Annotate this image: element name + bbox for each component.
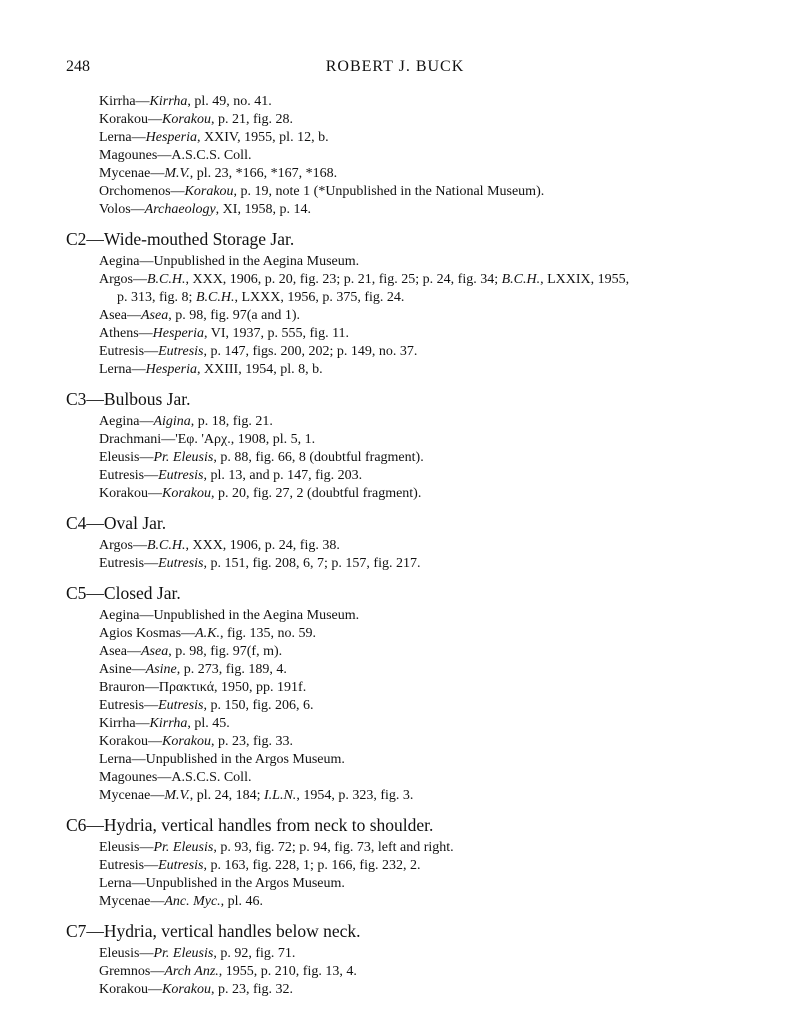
publication-title: Korakou <box>162 112 211 127</box>
dash: — <box>139 414 154 429</box>
catalogue-entry <box>99 183 736 201</box>
reference-text: Πρακτικά, 1950, pp. 191f. <box>158 680 307 695</box>
catalogue-entry <box>99 111 736 129</box>
site-name: Kirrha <box>99 94 136 109</box>
reference-detail: , p. 93, fig. 72; p. 94, fig. 73, left and right. <box>213 840 454 855</box>
publication-title: M.V. <box>164 166 190 181</box>
dash: — <box>135 94 150 109</box>
catalogue-entry <box>99 307 736 325</box>
running-head <box>66 58 724 80</box>
publication-title: I.L.N. <box>264 788 297 803</box>
catalogue-entry <box>99 857 736 875</box>
publication-title: Pr. Eleusis <box>153 840 214 855</box>
section-entries <box>66 945 736 999</box>
reference-text: A.S.C.S. Coll. <box>171 770 252 785</box>
publication-title: B.C.H. <box>146 272 186 287</box>
catalogue-entry <box>99 981 736 999</box>
running-title: ROBERT J. BUCK <box>325 58 465 75</box>
site-name: Asea <box>99 644 127 659</box>
reference-detail: , pl. 24, 184; <box>189 788 265 803</box>
reference-detail: , p. 20, fig. 27, 2 (doubtful fragment). <box>211 486 422 501</box>
dash: — <box>131 662 146 677</box>
reference-detail: , p. 21, fig. 28. <box>211 112 294 127</box>
page-number: 248 <box>66 58 90 75</box>
reference-detail: , p. 163, fig. 228, 1; p. 166, fig. 232, 2. <box>203 858 421 873</box>
section-entries <box>66 253 736 379</box>
dash: — <box>130 202 145 217</box>
dash: — <box>139 608 154 623</box>
publication-title: Asea <box>141 308 169 323</box>
site-name: Aegina <box>99 254 140 269</box>
catalogue-entry <box>99 555 736 573</box>
reference-detail: , VI, 1937, p. 555, fig. 11. <box>204 326 350 341</box>
site-name: Magounes <box>99 148 158 163</box>
reference-detail: , 1955, p. 210, fig. 13, 4. <box>218 964 357 979</box>
dash: — <box>150 964 165 979</box>
catalogue-entry <box>99 325 736 343</box>
section-heading: C6—Hydria, vertical handles from neck to shoulder. <box>66 815 434 835</box>
section-entries <box>66 413 736 503</box>
site-name: Lerna <box>99 130 132 145</box>
dash: — <box>148 486 162 501</box>
reference-text: 'Εφ. 'Αρχ., 1908, pl. 5, 1. <box>175 432 316 447</box>
site-name: Eutresis <box>99 858 145 873</box>
reference-detail: , p. 273, fig. 189, 4. <box>176 662 287 677</box>
dash: — <box>170 184 185 199</box>
site-name: Kirrha <box>99 716 136 731</box>
dash: — <box>144 468 159 483</box>
site-name: Magounes <box>99 770 158 785</box>
catalogue-entry <box>99 607 736 625</box>
publication-title: Hesperia <box>152 326 204 341</box>
publication-title: Korakou <box>184 184 234 199</box>
reference-detail: , LXXX, 1956, p. 375, fig. 24. <box>234 290 405 305</box>
site-name: Agios Kosmas <box>99 626 182 641</box>
reference-detail: , p. 98, fig. 97(f, m). <box>168 644 283 659</box>
dash: — <box>148 112 162 127</box>
publication-title: Kirrha <box>149 716 188 731</box>
site-name: Mycenae <box>99 894 151 909</box>
publication-title: B.C.H. <box>501 272 541 287</box>
section-entries <box>66 839 736 911</box>
site-name: Eleusis <box>99 840 140 855</box>
catalogue-entry <box>99 643 736 661</box>
reference-detail: , XI, 1958, p. 14. <box>215 202 311 217</box>
site-name: Korakou <box>99 734 148 749</box>
reference-detail: , p. 18, fig. 21. <box>190 414 273 429</box>
publication-title: B.C.H. <box>195 290 235 305</box>
reference-detail: , pl. 45. <box>187 716 230 731</box>
catalogue-entry <box>99 271 736 289</box>
reference-text: Unpublished in the Argos Museum. <box>145 752 345 767</box>
reference-detail: , p. 98, fig. 97(a and 1). <box>168 308 301 323</box>
catalogue-entry <box>99 787 736 805</box>
reference-detail: , XXIV, 1955, pl. 12, b. <box>196 130 329 145</box>
section-heading: C3—Bulbous Jar. <box>66 389 191 409</box>
site-name: Brauron <box>99 680 145 695</box>
reference-text: Unpublished in the Aegina Museum. <box>153 254 360 269</box>
dash: — <box>157 148 172 163</box>
site-name: Korakou <box>99 112 148 127</box>
catalogue-entry <box>99 661 736 679</box>
dash: — <box>150 788 165 803</box>
publication-title: Eutresis <box>158 344 204 359</box>
publication-title: Arch Anz. <box>164 964 219 979</box>
sections <box>66 228 736 999</box>
dash: — <box>131 876 146 891</box>
catalogue-entry <box>99 893 736 911</box>
dash: — <box>138 326 153 341</box>
catalogue-entry <box>99 839 736 857</box>
reference-detail: , p. 150, fig. 206, 6. <box>203 698 314 713</box>
intro-entries <box>66 93 736 219</box>
reference-detail: , 1954, p. 323, fig. 3. <box>296 788 414 803</box>
type-section <box>66 582 736 805</box>
dash: — <box>144 556 159 571</box>
site-name: Gremnos <box>99 964 151 979</box>
section-entries <box>66 537 736 573</box>
catalogue-entry <box>99 165 736 183</box>
reference-text: Unpublished in the Argos Museum. <box>145 876 345 891</box>
site-name: Eutresis <box>99 556 145 571</box>
reference-detail: p. 313, fig. 8; <box>117 290 196 305</box>
dash: — <box>161 432 176 447</box>
site-name: Korakou <box>99 982 148 997</box>
catalogue-body <box>66 93 736 999</box>
publication-title: Korakou <box>162 486 211 501</box>
reference-detail: , XXX, 1906, p. 24, fig. 38. <box>185 538 340 553</box>
publication-title: Aigina <box>153 414 191 429</box>
site-name: Eutresis <box>99 468 145 483</box>
publication-title: Hesperia <box>145 362 197 377</box>
reference-detail: , XXIII, 1954, pl. 8, b. <box>196 362 323 377</box>
catalogue-entry-continuation <box>99 289 736 307</box>
reference-detail: , p. 151, fig. 208, 6, 7; p. 157, fig. 217. <box>203 556 421 571</box>
dash: — <box>144 858 159 873</box>
publication-title: Eutresis <box>158 698 204 713</box>
reference-detail: , p. 19, note 1 (*Unpublished in the National Museum). <box>233 184 545 199</box>
publication-title: Eutresis <box>158 468 204 483</box>
site-name: Aegina <box>99 608 140 623</box>
dash: — <box>150 166 165 181</box>
site-name: Lerna <box>99 362 132 377</box>
publication-title: Korakou <box>162 982 211 997</box>
type-section <box>66 512 736 573</box>
site-name: Eutresis <box>99 698 145 713</box>
site-name: Volos <box>99 202 131 217</box>
dash: — <box>132 538 147 553</box>
catalogue-entry <box>99 449 736 467</box>
reference-detail: , fig. 135, no. 59. <box>219 626 317 641</box>
dash: — <box>131 752 146 767</box>
catalogue-entry <box>99 769 736 787</box>
dash: — <box>148 734 162 749</box>
site-name: Aegina <box>99 414 140 429</box>
reference-text: A.S.C.S. Coll. <box>171 148 252 163</box>
section-heading: C4—Oval Jar. <box>66 513 167 533</box>
site-name: Eutresis <box>99 344 145 359</box>
publication-title: Korakou <box>162 734 211 749</box>
dash: — <box>157 770 172 785</box>
catalogue-entry <box>99 253 736 271</box>
reference-detail: , pl. 13, and p. 147, fig. 203. <box>203 468 363 483</box>
site-name: Asea <box>99 308 127 323</box>
dash: — <box>139 450 154 465</box>
catalogue-entry <box>99 679 736 697</box>
site-name: Mycenae <box>99 788 151 803</box>
reference-detail: , pl. 49, no. 41. <box>187 94 272 109</box>
publication-title: Eutresis <box>158 858 204 873</box>
dash: — <box>131 130 146 145</box>
site-name: Eleusis <box>99 946 140 961</box>
publication-title: Hesperia <box>145 130 197 145</box>
catalogue-entry <box>99 875 736 893</box>
type-section <box>66 228 736 379</box>
dash: — <box>127 644 141 659</box>
reference-detail: , p. 92, fig. 71. <box>213 946 296 961</box>
publication-title: Pr. Eleusis <box>153 946 214 961</box>
catalogue-entry <box>99 625 736 643</box>
reference-detail: , p. 23, fig. 33. <box>211 734 294 749</box>
catalogue-entry <box>99 147 736 165</box>
publication-title: Eutresis <box>158 556 204 571</box>
catalogue-entry <box>99 945 736 963</box>
type-section <box>66 814 736 911</box>
catalogue-entry <box>99 129 736 147</box>
publication-title: Asine <box>145 662 177 677</box>
reference-detail: , pl. 46. <box>220 894 264 909</box>
catalogue-entry <box>99 751 736 769</box>
dash: — <box>139 946 154 961</box>
publication-title: Anc. Myc. <box>164 894 221 909</box>
section-heading: C7—Hydria, vertical handles below neck. <box>66 921 361 941</box>
catalogue-entry <box>99 431 736 449</box>
dash: — <box>139 840 154 855</box>
catalogue-entry <box>99 733 736 751</box>
reference-detail: , p. 23, fig. 32. <box>211 982 294 997</box>
catalogue-entry <box>99 93 736 111</box>
site-name: Lerna <box>99 876 132 891</box>
dash: — <box>131 362 146 377</box>
dash: — <box>144 680 159 695</box>
section-heading: C2—Wide-mouthed Storage Jar. <box>66 229 295 249</box>
dash: — <box>139 254 154 269</box>
publication-title: B.C.H. <box>146 538 186 553</box>
type-section <box>66 388 736 503</box>
dash: — <box>127 308 141 323</box>
site-name: Mycenae <box>99 166 151 181</box>
site-name: Orchomenos <box>99 184 171 199</box>
catalogue-entry <box>99 963 736 981</box>
publication-title: M.V. <box>164 788 190 803</box>
dash: — <box>144 344 159 359</box>
reference-detail: , p. 147, figs. 200, 202; p. 149, no. 37. <box>203 344 418 359</box>
publication-title: A.K. <box>195 626 220 641</box>
site-name: Drachmani <box>99 432 162 447</box>
type-section <box>66 920 736 999</box>
site-name: Argos <box>99 272 133 287</box>
reference-text: Unpublished in the Aegina Museum. <box>153 608 360 623</box>
dash: — <box>144 698 159 713</box>
site-name: Asine <box>99 662 132 677</box>
site-name: Lerna <box>99 752 132 767</box>
reference-detail: , LXXIX, 1955, <box>540 272 630 287</box>
catalogue-entry <box>99 485 736 503</box>
catalogue-entry <box>99 537 736 555</box>
catalogue-entry <box>99 467 736 485</box>
dash: — <box>150 894 165 909</box>
site-name: Athens <box>99 326 139 341</box>
section-entries <box>66 607 736 805</box>
site-name: Eleusis <box>99 450 140 465</box>
catalogue-entry <box>99 201 736 219</box>
section-heading: C5—Closed Jar. <box>66 583 181 603</box>
catalogue-entry <box>99 361 736 379</box>
catalogue-entry <box>99 343 736 361</box>
publication-title: Archaeology <box>144 202 216 217</box>
site-name: Korakou <box>99 486 148 501</box>
publication-title: Asea <box>141 644 169 659</box>
dash: — <box>148 982 162 997</box>
reference-detail: , XXX, 1906, p. 20, fig. 23; p. 21, fig. 25; p. 24, fig. 34; <box>185 272 502 287</box>
reference-detail: , pl. 23, *166, *167, *168. <box>189 166 338 181</box>
dash: — <box>181 626 196 641</box>
site-name: Argos <box>99 538 133 553</box>
publication-title: Kirrha <box>149 94 188 109</box>
dash: — <box>135 716 150 731</box>
reference-detail: , p. 88, fig. 66, 8 (doubtful fragment). <box>213 450 424 465</box>
catalogue-entry <box>99 413 736 431</box>
catalogue-entry <box>99 697 736 715</box>
catalogue-entry <box>99 715 736 733</box>
publication-title: Pr. Eleusis <box>153 450 214 465</box>
dash: — <box>132 272 147 287</box>
